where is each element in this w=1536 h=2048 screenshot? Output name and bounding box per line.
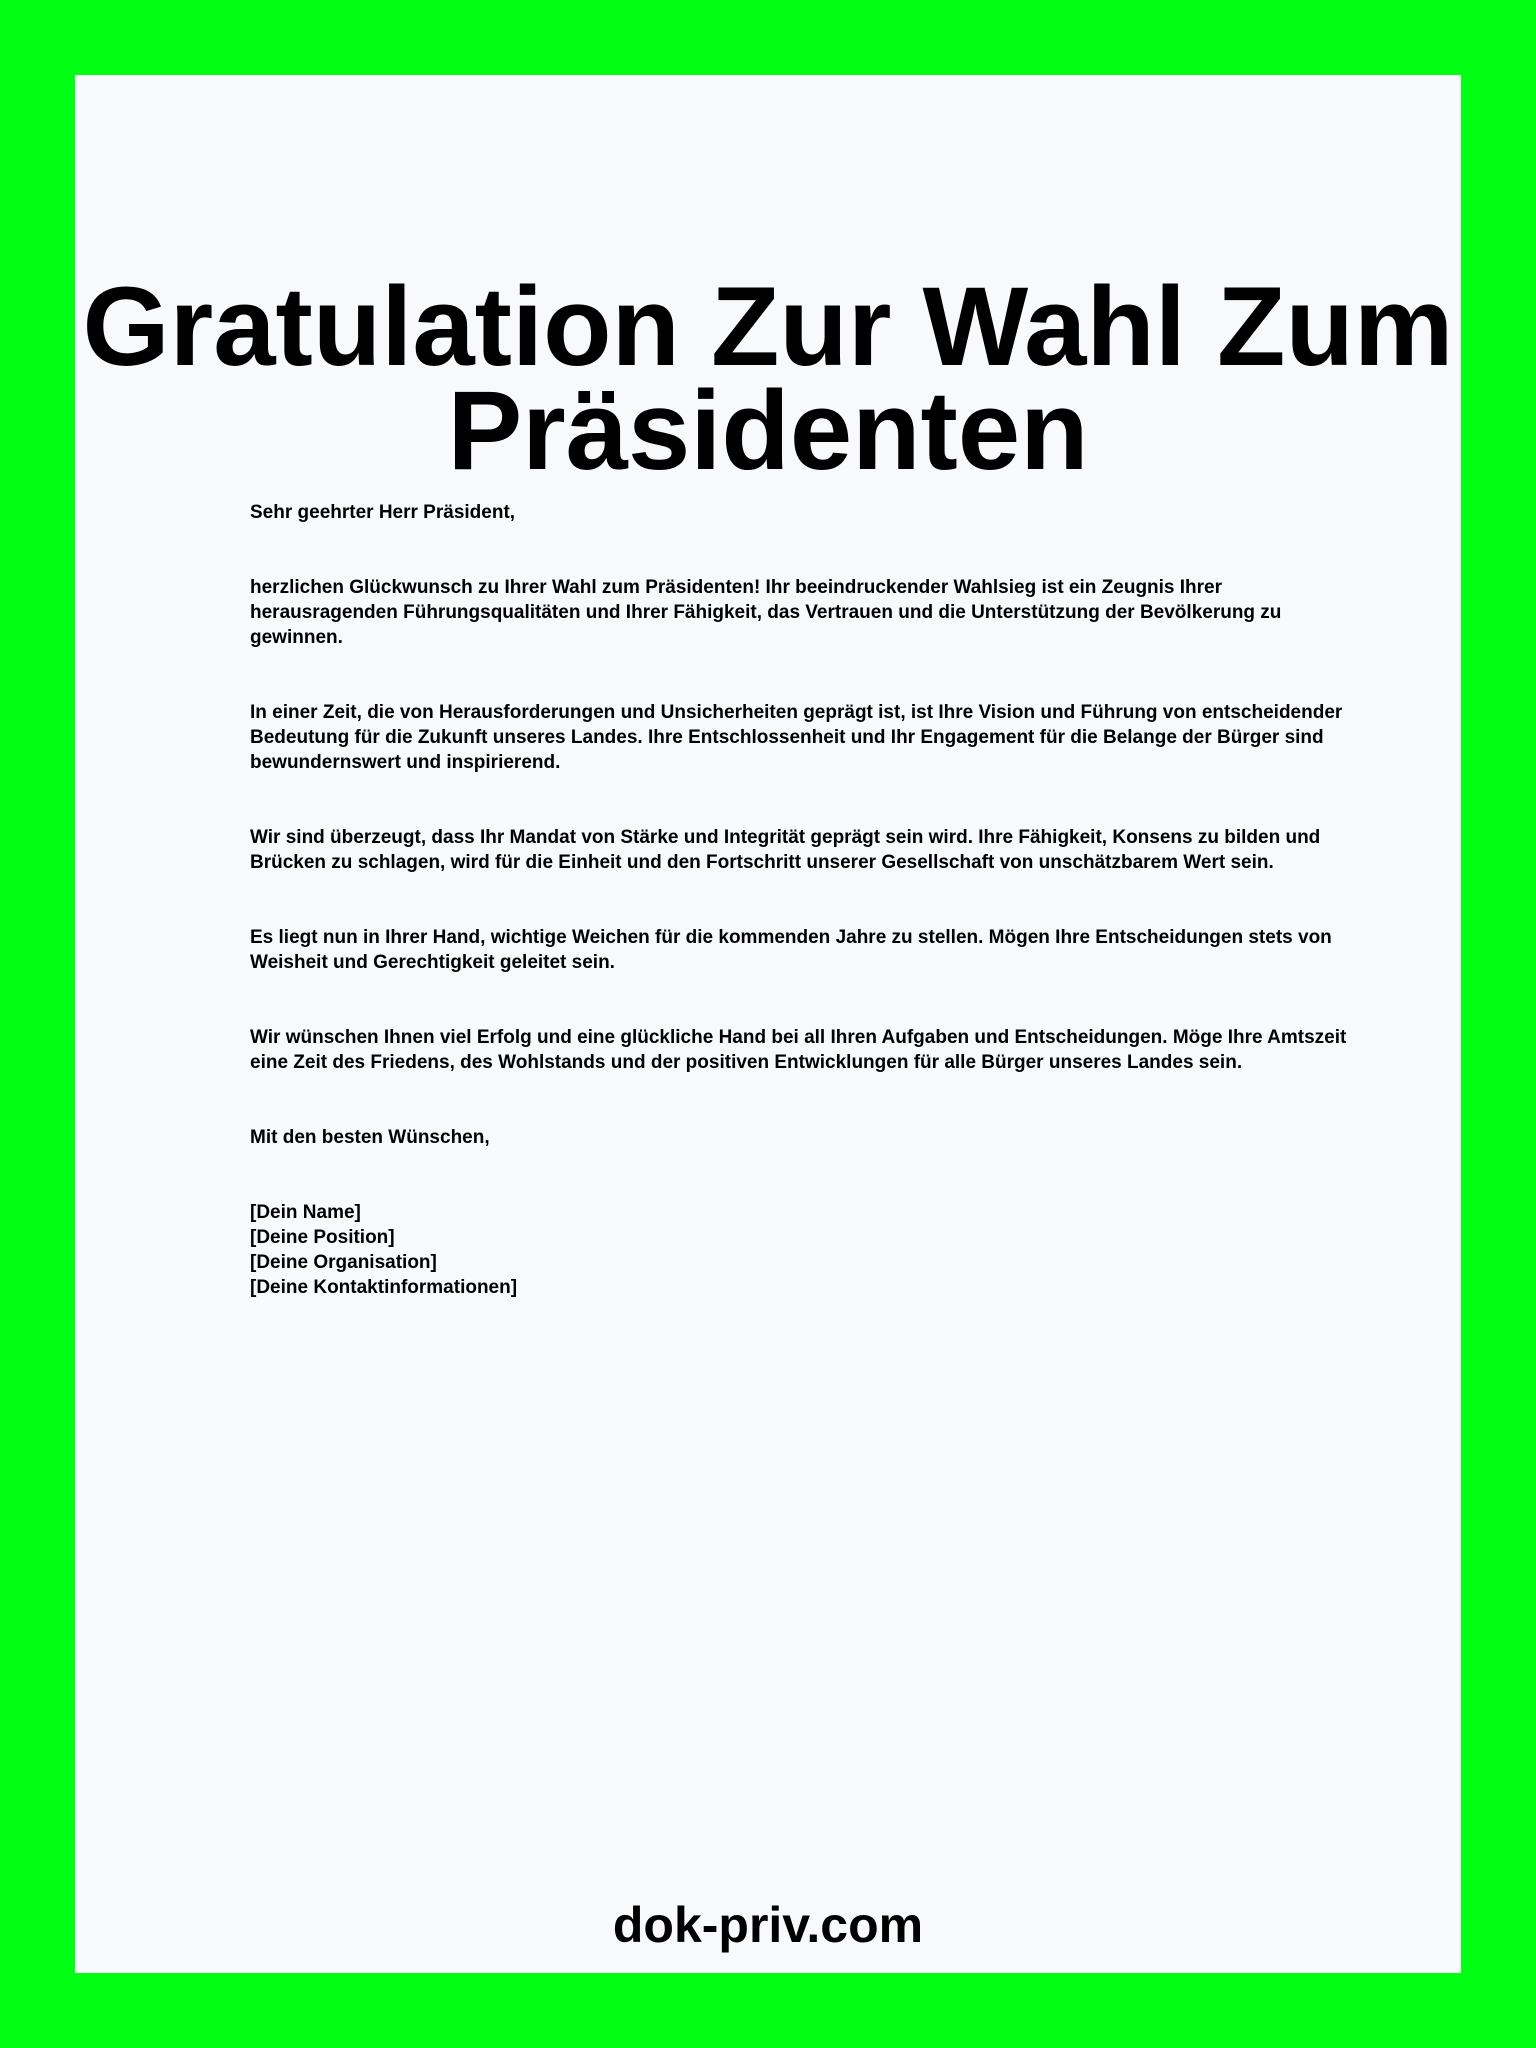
letter-body	[250, 500, 1370, 1350]
signature-contact: [Deine Kontaktinformationen]	[250, 1277, 518, 1298]
document-page	[75, 75, 1461, 1973]
letter-paragraph-1: herzlichen Glückwunsch zu Ihrer Wahl zum Präsidenten! Ihr beeindruckender Wahlsieg ist ein Zeugnis Ihrer herausragenden Führungsqualitäten und Ihrer Fähigkeit, das Vertrauen und die Unterstützung der Bevölkerung zu gewinnen.	[250, 577, 1282, 648]
letter-paragraph-5: Wir wünschen Ihnen viel Erfolg und eine glückliche Hand bei all Ihren Aufgaben und Entscheidungen. Möge Ihre Amtszeit eine Zeit des Friedens, des Wohlstands und der positiven Entwicklungen für alle Bürger unseres Landes sein.	[250, 1027, 1347, 1073]
letter-paragraph-2: In einer Zeit, die von Herausforderungen und Unsicherheiten geprägt ist, ist Ihre Vision und Führung von entscheidender Bedeutung für die Zukunft unseres Landes. Ihre Entschlossenheit und Ihr Engagement für die Belange der Bürger sind bewundernswert und inspirierend.	[250, 702, 1343, 773]
signature-block	[250, 1200, 1370, 1300]
signature-position: [Deine Position]	[250, 1227, 395, 1248]
letter-paragraph-3: Wir sind überzeugt, dass Ihr Mandat von Stärke und Integrität geprägt sein wird. Ihre Fähigkeit, Konsens zu bilden und Brücken zu schlagen, wird für die Einheit und den Fortschritt unserer Gesellschaft von unschätzbarem Wert sein.	[250, 827, 1321, 873]
signature-name: [Dein Name]	[250, 1202, 361, 1223]
document-title: Gratulation Zur Wahl Zum Präsidenten	[82, 264, 1454, 493]
signature-organisation: [Deine Organisation]	[250, 1252, 437, 1273]
footer-site-name: dok-priv.com	[612, 1897, 924, 1953]
letter-salutation: Sehr geehrter Herr Präsident,	[250, 502, 516, 523]
letter-paragraph-4: Es liegt nun in Ihrer Hand, wichtige Weichen für die kommenden Jahre zu stellen. Mögen Ihre Entscheidungen stets von Weisheit und Gerechtigkeit geleitet sein.	[250, 927, 1332, 973]
letter-closing: Mit den besten Wünschen,	[250, 1127, 490, 1148]
